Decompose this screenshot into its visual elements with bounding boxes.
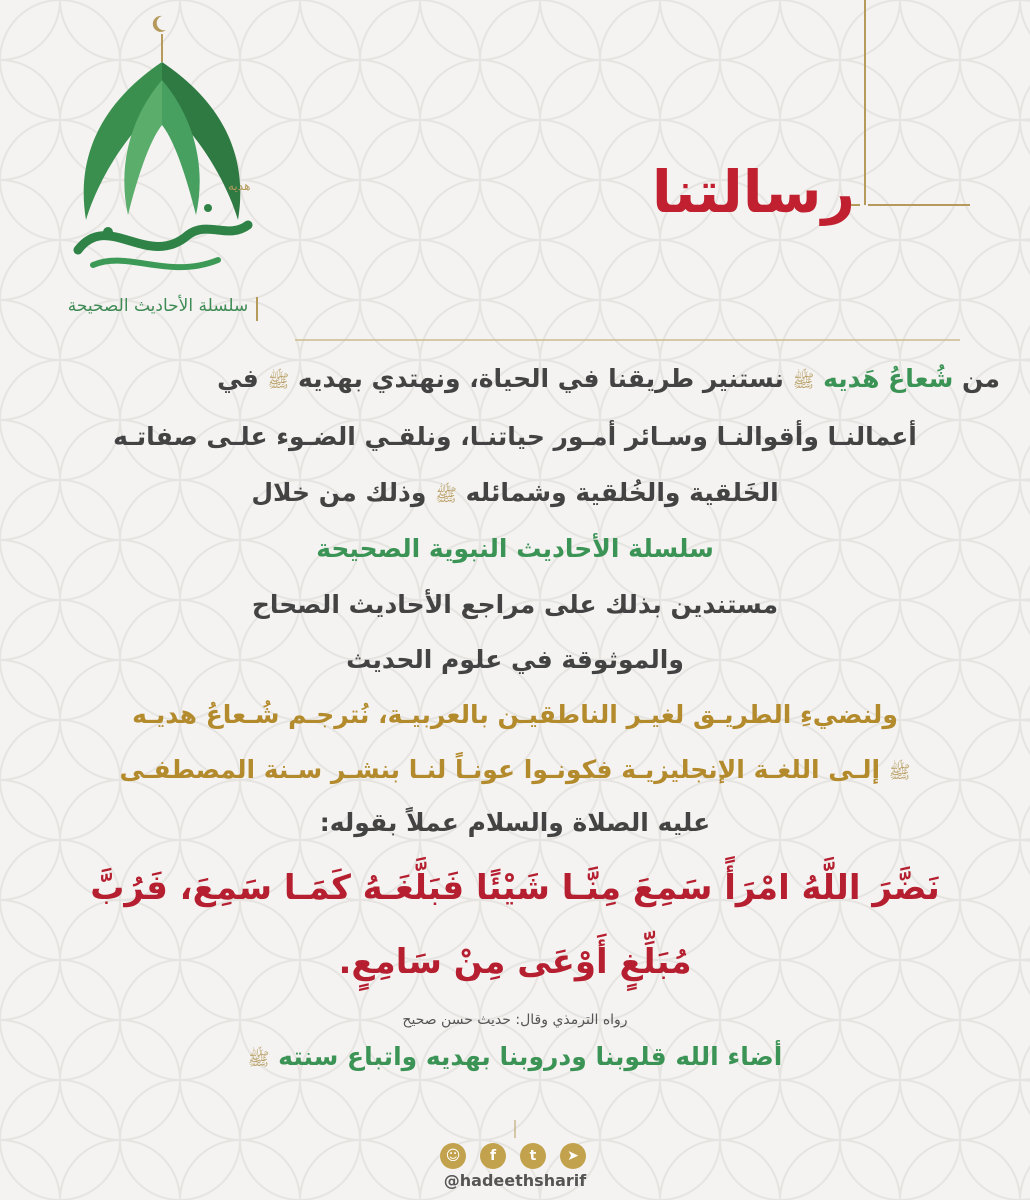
- hadith-line-1: نَضَّرَ اللَّهُ امْرَأً سَمِعَ مِنَّـا شَيْئًا فَبَلَّغَـهُ كَمَـا سَمِعَ، فَرُبَّ: [90, 868, 940, 908]
- text-line-8: [30, 755, 1000, 787]
- logo-mark: هديه: [228, 179, 251, 193]
- tagline-divider: [256, 297, 258, 321]
- text-segment: أضاء الله قلوبنا ودروبنا بهديه واتباع سنته: [278, 1042, 783, 1071]
- text-segment: من: [962, 364, 1000, 393]
- text-line-2: أعمالنـا وأقوالنـا وسـائر أمـور حياتنـا، ونلقـي الضـوء علـى صفاتـه: [113, 422, 917, 451]
- text-segment: نستنير طريقنا في الحياة، ونهتدي بهديه: [297, 364, 784, 393]
- text-segment: في: [217, 364, 259, 393]
- hadith-source: رواه الترمذي وقال: حديث حسن صحيح: [402, 1012, 628, 1028]
- text-line-1: [30, 364, 1000, 396]
- social-links: [440, 1143, 590, 1169]
- text-segment: إلـى اللغـة الإنجليزيـة فكونـوا عونـاً لنـا بنشـر سـنة المصطفـى: [119, 755, 881, 784]
- text-segment: وذلك من خلال: [251, 478, 427, 507]
- closing-line: [30, 1042, 1000, 1074]
- pbuh-icon: ﷺ: [247, 1049, 270, 1070]
- text-line-3: [30, 478, 1000, 510]
- pbuh-icon: ﷺ: [792, 371, 815, 392]
- project-name: شُعاعُ هَديه: [823, 364, 954, 393]
- logo: [58, 10, 258, 320]
- hadith-line-2: مُبَلِّغٍ أَوْعَى مِنْ سَامِعٍ.: [338, 942, 692, 982]
- pbuh-icon: ﷺ: [435, 485, 457, 506]
- twitter-icon[interactable]: t: [520, 1143, 546, 1169]
- snapchat-icon[interactable]: ☺: [440, 1143, 466, 1169]
- social-handle[interactable]: @hadeethsharif: [443, 1171, 587, 1190]
- text-line-5: مستندين بذلك على مراجع الأحاديث الصحاح: [251, 590, 779, 619]
- series-name-line: سلسلة الأحاديث النبوية الصحيحة: [316, 534, 714, 563]
- text-segment: الخَلقية والخُلقية وشمائله: [465, 478, 779, 507]
- text-line-6: والموثوقة في علوم الحديث: [346, 645, 684, 674]
- pbuh-icon: ﷺ: [267, 371, 290, 392]
- facebook-icon[interactable]: f: [480, 1143, 506, 1169]
- telegram-icon[interactable]: ➤: [560, 1143, 586, 1169]
- text-line-9: عليه الصلاة والسلام عملاً بقوله:: [319, 808, 711, 837]
- page-title: رسالتنا: [651, 158, 855, 226]
- pbuh-icon: ﷺ: [888, 762, 911, 783]
- text-line-7: ولنضيءِ الطريـق لغيـر الناطقيـن بالعربيـة، نُترجـم شُـعاعُ هديـه: [132, 700, 898, 729]
- logo-tagline: سلسلة الأحاديث الصحيحة: [67, 296, 249, 316]
